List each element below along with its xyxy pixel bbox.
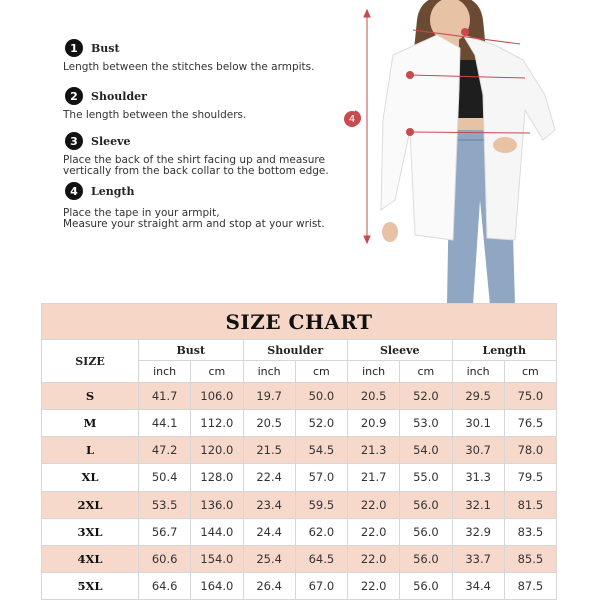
table-cell: 59.5 (295, 491, 347, 518)
table-cell: 120.0 (191, 437, 243, 464)
table-cell: 57.0 (295, 464, 347, 491)
size-label: 4XL (42, 545, 139, 572)
table-cell: 20.5 (243, 410, 295, 437)
guide-title-length: Length (91, 184, 135, 198)
table-cell: 32.9 (452, 518, 504, 545)
table-cell: 25.4 (243, 545, 295, 572)
table-cell: 22.0 (348, 572, 400, 599)
table-cell: 31.3 (452, 464, 504, 491)
table-cell: 41.7 (139, 383, 191, 410)
table-cell: 50.4 (139, 464, 191, 491)
table-cell: 56.0 (400, 572, 452, 599)
desc-line: vertically from the back collar to the bottom edge. (63, 165, 329, 177)
marker-number: 4 (348, 113, 356, 125)
marker-3 (406, 128, 414, 136)
guide-item-shoulder (63, 86, 246, 121)
table-cell: 144.0 (191, 518, 243, 545)
table-cell: 154.0 (191, 545, 243, 572)
header-length: Length (452, 340, 557, 361)
table-cell: 62.0 (295, 518, 347, 545)
guide-title-bust: Bust (91, 41, 120, 55)
size-chart-table (41, 303, 557, 600)
size-label: 2XL (42, 491, 139, 518)
step-number-badge: 3 (65, 132, 83, 150)
guide-title-shoulder: Shoulder (91, 89, 147, 103)
table-cell: 21.3 (348, 437, 400, 464)
model-photo (355, 0, 600, 305)
size-chart-title: SIZE CHART (42, 304, 557, 340)
table-cell: 24.4 (243, 518, 295, 545)
desc-line: Place the back of the shirt facing up and measure (63, 154, 325, 166)
table-row (42, 437, 557, 464)
guide-desc-length (63, 208, 325, 230)
table-cell: 21.7 (348, 464, 400, 491)
table-cell: 85.5 (504, 545, 556, 572)
guide-item-sleeve (63, 131, 329, 177)
header-sleeve: Sleeve (348, 340, 453, 361)
table-cell: 22.0 (348, 518, 400, 545)
marker-2 (406, 71, 414, 79)
size-chart-body (42, 383, 557, 600)
table-cell: 22.4 (243, 464, 295, 491)
table-cell: 56.0 (400, 518, 452, 545)
table-cell: 75.0 (504, 383, 556, 410)
desc-line: Measure your straight arm and stop at your wrist. (63, 218, 325, 230)
table-row (42, 518, 557, 545)
desc-line: Place the tape in your armpit, (63, 207, 220, 219)
table-cell: 22.0 (348, 491, 400, 518)
size-label: L (42, 437, 139, 464)
table-cell: 21.5 (243, 437, 295, 464)
unit-header-cm: cm (191, 361, 243, 383)
table-cell: 64.6 (139, 572, 191, 599)
table-cell: 67.0 (295, 572, 347, 599)
step-number-badge: 1 (65, 39, 83, 57)
table-cell: 106.0 (191, 383, 243, 410)
table-cell: 19.7 (243, 383, 295, 410)
unit-header-cm: cm (295, 361, 347, 383)
size-label: 3XL (42, 518, 139, 545)
unit-header-cm: cm (504, 361, 556, 383)
header-bust: Bust (139, 340, 244, 361)
table-cell: 128.0 (191, 464, 243, 491)
table-cell: 64.5 (295, 545, 347, 572)
step-number-badge: 2 (65, 87, 83, 105)
table-cell: 53.5 (139, 491, 191, 518)
table-cell: 56.7 (139, 518, 191, 545)
table-cell: 136.0 (191, 491, 243, 518)
step-number-badge: 4 (65, 182, 83, 200)
length-marker-icon (344, 111, 360, 127)
size-label: M (42, 410, 139, 437)
desc-line: The length between the shoulders. (63, 109, 247, 121)
table-cell: 52.0 (400, 383, 452, 410)
table-cell: 47.2 (139, 437, 191, 464)
table-cell: 29.5 (452, 383, 504, 410)
table-cell: 32.1 (452, 491, 504, 518)
table-cell: 55.0 (400, 464, 452, 491)
size-label: S (42, 383, 139, 410)
table-cell: 112.0 (191, 410, 243, 437)
table-cell: 54.5 (295, 437, 347, 464)
table-cell: 30.7 (452, 437, 504, 464)
unit-header-inch: inch (243, 361, 295, 383)
guide-item-bust (63, 38, 314, 73)
unit-header-inch: inch (452, 361, 504, 383)
guide-desc-shoulder (63, 110, 246, 121)
guide-title-sleeve: Sleeve (91, 134, 131, 148)
size-column-header: SIZE (42, 340, 139, 383)
table-row (42, 410, 557, 437)
table-row (42, 464, 557, 491)
table-cell: 54.0 (400, 437, 452, 464)
table-cell: 23.4 (243, 491, 295, 518)
table-cell: 22.0 (348, 545, 400, 572)
size-label: XL (42, 464, 139, 491)
table-cell: 33.7 (452, 545, 504, 572)
table-cell: 52.0 (295, 410, 347, 437)
table-cell: 76.5 (504, 410, 556, 437)
unit-header-inch: inch (139, 361, 191, 383)
header-shoulder: Shoulder (243, 340, 348, 361)
guide-desc-sleeve (63, 155, 329, 177)
table-cell: 20.9 (348, 410, 400, 437)
desc-line: Length between the stitches below the armpits. (63, 61, 315, 73)
marker-1 (461, 28, 469, 36)
table-cell: 30.1 (452, 410, 504, 437)
table-cell: 50.0 (295, 383, 347, 410)
table-row (42, 572, 557, 599)
table-row (42, 383, 557, 410)
table-cell: 78.0 (504, 437, 556, 464)
table-cell: 34.4 (452, 572, 504, 599)
guide-desc-bust (63, 62, 314, 73)
table-row (42, 491, 557, 518)
table-cell: 56.0 (400, 545, 452, 572)
table-cell: 26.4 (243, 572, 295, 599)
table-cell: 60.6 (139, 545, 191, 572)
table-cell: 56.0 (400, 491, 452, 518)
table-cell: 87.5 (504, 572, 556, 599)
table-cell: 53.0 (400, 410, 452, 437)
unit-header-inch: inch (348, 361, 400, 383)
table-cell: 20.5 (348, 383, 400, 410)
table-cell: 164.0 (191, 572, 243, 599)
table-cell: 81.5 (504, 491, 556, 518)
guide-item-length (63, 181, 325, 230)
table-cell: 83.5 (504, 518, 556, 545)
table-row (42, 545, 557, 572)
unit-header-cm: cm (400, 361, 452, 383)
size-label: 5XL (42, 572, 139, 599)
table-cell: 44.1 (139, 410, 191, 437)
table-cell: 79.5 (504, 464, 556, 491)
measurement-guide (0, 0, 360, 300)
